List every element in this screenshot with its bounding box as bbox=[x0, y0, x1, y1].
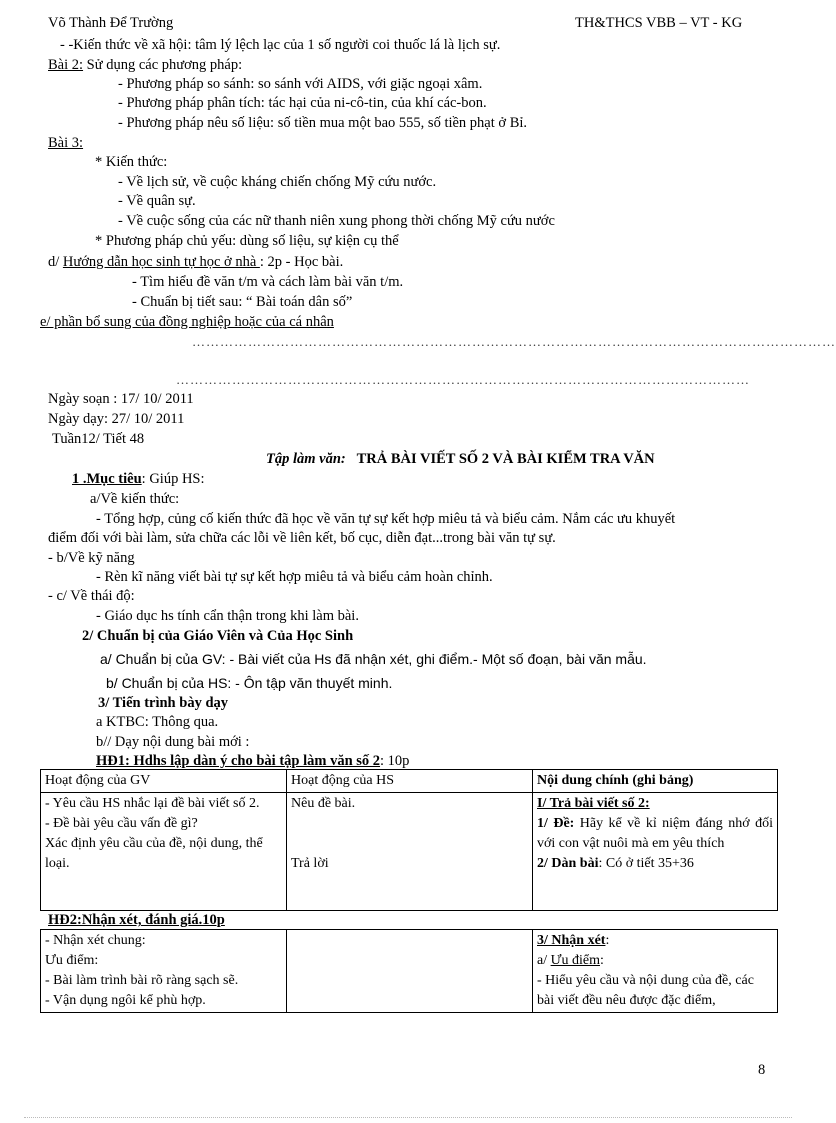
table-header-row bbox=[41, 770, 778, 793]
paragraph-line: - Giáo dục hs tính cẩn thận trong khi làm bài. bbox=[96, 608, 359, 624]
muc-tieu-line bbox=[72, 470, 205, 488]
nd-nhan-xet bbox=[537, 931, 773, 951]
col-header-nd: Nội dung chính (ghi bảng) bbox=[533, 770, 778, 793]
nd-text: - Hiểu yêu cầu và nội dung của đề, các bài viết đều nêu được đặc điểm, bbox=[537, 973, 754, 1008]
hd1-label: HĐ1: Hdhs lập dàn ý cho bài tập làm văn số 2 bbox=[96, 753, 381, 769]
list-item: - Chuẩn bị tiết sau: “ Bài toán dân số” bbox=[132, 294, 353, 310]
nd-de-text: Hãy kể về kỉ niệm đáng nhớ đối với con vật nuôi mà em yêu thích bbox=[537, 816, 773, 851]
title-text: TRẢ BÀI VIẾT SỐ 2 VÀ BÀI KIỂM TRA VĂN bbox=[356, 451, 655, 467]
lesson-title bbox=[266, 450, 655, 468]
hd1-time: : 10p bbox=[380, 753, 410, 769]
chuan-bi-gv: a/ Chuẩn bị của GV: - Bài viết của Hs đã nhận xét, ghi điểm.- Một số đoạn, bài văn mẫu. bbox=[100, 651, 647, 667]
gv-item: Ưu điểm: bbox=[45, 953, 99, 968]
muc-tieu-label: 1 .Mục tiêu bbox=[72, 471, 142, 487]
gv-cell bbox=[41, 793, 287, 911]
dotted-line: ………………………………………………………………………………………………………………………… bbox=[192, 334, 836, 349]
list-item: - Phương pháp phân tích: tác hại của ni-cô-tin, của khí các-bon. bbox=[118, 95, 487, 111]
day-moi-line: b// Dạy nội dung bài mới : bbox=[96, 734, 250, 750]
ngay-day: Ngày dạy: 27/ 10/ 2011 bbox=[48, 411, 185, 427]
kien-thuc-heading: a/Về kiến thức: bbox=[90, 491, 180, 507]
title-label: Tập làm văn: bbox=[266, 451, 346, 467]
col-header-hs: Hoạt động của HS bbox=[287, 770, 533, 793]
table-row bbox=[41, 930, 778, 1013]
list-item: - Về quân sự. bbox=[118, 193, 196, 209]
tien-trinh-heading: 3/ Tiến trình bày dạy bbox=[98, 695, 229, 711]
header-right: TH&THCS VBB – VT - KG bbox=[575, 15, 743, 31]
gv-item: - Vận dụng ngôi kể phù hợp. bbox=[45, 993, 206, 1008]
gv-cell bbox=[41, 930, 287, 1013]
nd-dan-label: 2/ Dàn bài bbox=[537, 856, 599, 871]
hs-item: Trả lời bbox=[291, 856, 329, 871]
huong-dan-label: Hướng dẫn học sinh tự học ở nhà bbox=[62, 254, 260, 270]
gv-item: - Bài làm trình bài rõ ràng sạch sẽ. bbox=[45, 973, 239, 988]
bai2-label: Bài 2: bbox=[48, 57, 84, 73]
nd-title: I/ Trả bài viết số 2: bbox=[537, 796, 650, 811]
list-item: - Về lịch sử, về cuộc kháng chiến chống Mỹ cứu nước. bbox=[118, 174, 437, 190]
nd-uu-diem bbox=[537, 951, 773, 971]
tuan-tiet: Tuần12/ Tiết 48 bbox=[52, 431, 145, 447]
hs-cell bbox=[287, 930, 533, 1013]
hd1-line bbox=[96, 752, 409, 770]
thai-do-heading: - c/ Về thái độ: bbox=[48, 588, 135, 604]
header-left: Võ Thành Để Trường bbox=[48, 15, 174, 31]
activity-table bbox=[40, 769, 778, 911]
bo-sung-label: e/ phần bổ sung của đồng nghiệp hoặc của cá nhân bbox=[40, 314, 334, 330]
ngay-soan: Ngày soạn : 17/ 10/ 2011 bbox=[48, 391, 194, 407]
phuong-phap-line: * Phương pháp chủ yếu: dùng số liệu, sự kiện cụ thể bbox=[95, 233, 399, 249]
nd-title-colon: : bbox=[605, 933, 610, 948]
huong-dan-text: : 2p - Học bài. bbox=[259, 254, 344, 270]
kien-thuc-label: * Kiến thức: bbox=[95, 154, 168, 170]
dotted-line: …………………………………………………………………………………………………………… bbox=[176, 372, 750, 387]
hs-item: Nêu đề bài. bbox=[291, 796, 356, 811]
huong-dan-prefix: d/ bbox=[48, 254, 63, 270]
ktbc-line: a KTBC: Thông qua. bbox=[96, 714, 219, 730]
gv-item: - Nhận xét chung: bbox=[45, 933, 146, 948]
ky-nang-heading: - b/Về kỹ năng bbox=[48, 550, 135, 566]
col-header-gv: Hoạt động của GV bbox=[41, 770, 287, 793]
bai3-label: Bài 3: bbox=[48, 135, 84, 151]
page-number: 8 bbox=[758, 1062, 766, 1078]
bai2-text: Sử dụng các phương pháp: bbox=[83, 57, 243, 73]
list-item: - Phương pháp nêu số liệu: số tiền mua một bao 555, số tiền phạt ở Bỉ. bbox=[118, 115, 528, 131]
hs-cell bbox=[287, 793, 533, 911]
bai2-line bbox=[48, 56, 242, 74]
huong-dan-line bbox=[48, 253, 343, 271]
chuan-bi-hs: b/ Chuẩn bị của HS: - Ôn tập văn thuyết minh. bbox=[106, 675, 393, 691]
paragraph-line: - Rèn kĩ năng viết bài tự sự kết hợp miêu tả và biểu cảm hoàn chỉnh. bbox=[96, 569, 493, 585]
nd-cell bbox=[533, 793, 778, 911]
list-item: - Tìm hiểu đề văn t/m và cách làm bài văn t/m. bbox=[132, 274, 404, 290]
nd-a-prefix: a/ bbox=[537, 953, 551, 968]
nd-dan-text: : Có ở tiết 35+36 bbox=[598, 856, 694, 871]
evaluation-table bbox=[40, 929, 778, 1013]
chuan-bi-heading: 2/ Chuẩn bị của Giáo Viên và Của Học Sinh bbox=[82, 628, 354, 644]
gv-item: - Đề bài yêu cầu vấn đề gì? bbox=[45, 816, 198, 831]
nd-de-label: 1/ Đề: bbox=[537, 816, 575, 831]
nd-cell bbox=[533, 930, 778, 1013]
paragraph-line: - Tổng hợp, củng cố kiến thức đã học về văn tự sự kết hợp miêu tả và biểu cảm. Nắm các ưu khuyết bbox=[96, 511, 676, 527]
nd-de bbox=[537, 814, 773, 854]
hd2-heading: HĐ2:Nhận xét, đánh giá.10p bbox=[48, 912, 225, 928]
nd-a-label: Ưu điểm bbox=[550, 953, 600, 968]
gv-item: - Yêu cầu HS nhắc lại đề bài viết số 2. bbox=[45, 796, 260, 811]
nd-dan-bai bbox=[537, 854, 773, 874]
gv-item: Xác định yêu cầu của đề, nội dung, thể loại. bbox=[45, 836, 263, 871]
table-row bbox=[41, 793, 778, 911]
list-item: - Phương pháp so sánh: so sánh với AIDS, với giặc ngoại xâm. bbox=[118, 76, 483, 92]
nd-a-colon: : bbox=[599, 953, 604, 968]
list-item: - Về cuộc sống của các nữ thanh niên xung phong thời chống Mỹ cứu nước bbox=[118, 213, 555, 229]
page-bottom-divider bbox=[24, 1117, 792, 1118]
paragraph-line: điểm đối với bài làm, sửa chữa các lỗi về liên kết, bố cục, diễn đạt...trong bài văn tự sự. bbox=[48, 530, 556, 546]
nd-title: 3/ Nhận xét bbox=[537, 933, 606, 948]
muc-tieu-text: : Giúp HS: bbox=[141, 471, 205, 487]
paragraph-line: - -Kiến thức về xã hội: tâm lý lệch lạc của 1 số người coi thuốc lá là lịch sự. bbox=[60, 37, 501, 53]
